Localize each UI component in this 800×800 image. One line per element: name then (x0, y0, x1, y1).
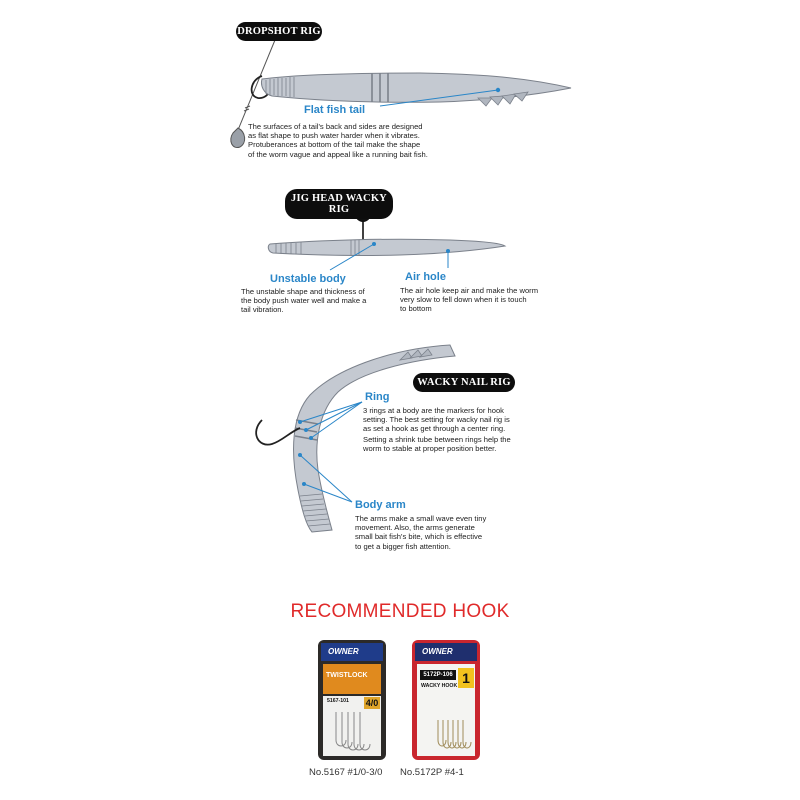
wackynail-rig-title: WACKY NAIL RIG (413, 373, 515, 392)
flat-fish-tail-label: Flat fish tail (304, 104, 366, 116)
air-hole-description: The air hole keep air and make the worm very slow to fell down when it is touch to bottom (400, 286, 539, 314)
hook-size-badge: 1 (458, 668, 474, 688)
dropshot-worm (261, 73, 571, 102)
product-name: TWISTLOCK (326, 672, 368, 679)
product-code: 5172P-106 (420, 670, 456, 680)
jighead-worm (268, 239, 505, 255)
unstable-body-label: Unstable body (270, 273, 346, 285)
jighead-rig-title: JIG HEAD WACKY RIG (285, 189, 393, 219)
product-package-twistlock[interactable] (318, 640, 386, 760)
product-caption-5167: No.5167 #1/0-3/0 (309, 767, 383, 778)
hooks-icon (412, 640, 480, 760)
product-package-wacky-hook[interactable] (412, 640, 480, 760)
dropshot-description: The surfaces of a tail's back and sides are designed as flat shape to push water harder when it vibrates. Protuberances at bottom of the tail make the shape of the worm vague and appeal like a running bait fish. (248, 122, 428, 159)
ring-label: Ring (365, 391, 390, 403)
hook-size-badge: 4/0 (365, 698, 379, 708)
recommended-hook-heading: RECOMMENDED HOOK (290, 601, 510, 622)
ring-description: 3 rings at a body are the markers for hook setting. The best setting for wacky nail rig is as set a hook as get through a center ring. (363, 406, 510, 434)
hooks-icon (318, 640, 386, 760)
shrink-tube-description: Setting a shrink tube between rings help the worm to stable at proper position better. (363, 435, 511, 454)
body-arm-label: Body arm (355, 499, 406, 511)
unstable-body-description: The unstable shape and thickness of the body push water well and make a tail vibration. (241, 287, 367, 315)
sinker-weight (231, 128, 245, 148)
callout-dot-tail (496, 88, 500, 92)
dropshot-rig-title: DROPSHOT RIG (236, 22, 322, 41)
body-arm-description: The arms make a small wave even tiny movement. Also, the arms generate small bait fish's bite, which is effective to get a bigger fish attention. (355, 514, 487, 551)
product-code: 5167-101 (327, 698, 349, 704)
brand-logo: OWNER (328, 647, 359, 656)
product-caption-5172p: No.5172P #4-1 (400, 767, 464, 778)
air-hole-label: Air hole (405, 271, 446, 283)
product-name: WACKY HOOK (421, 683, 458, 689)
brand-logo: OWNER (422, 647, 453, 656)
